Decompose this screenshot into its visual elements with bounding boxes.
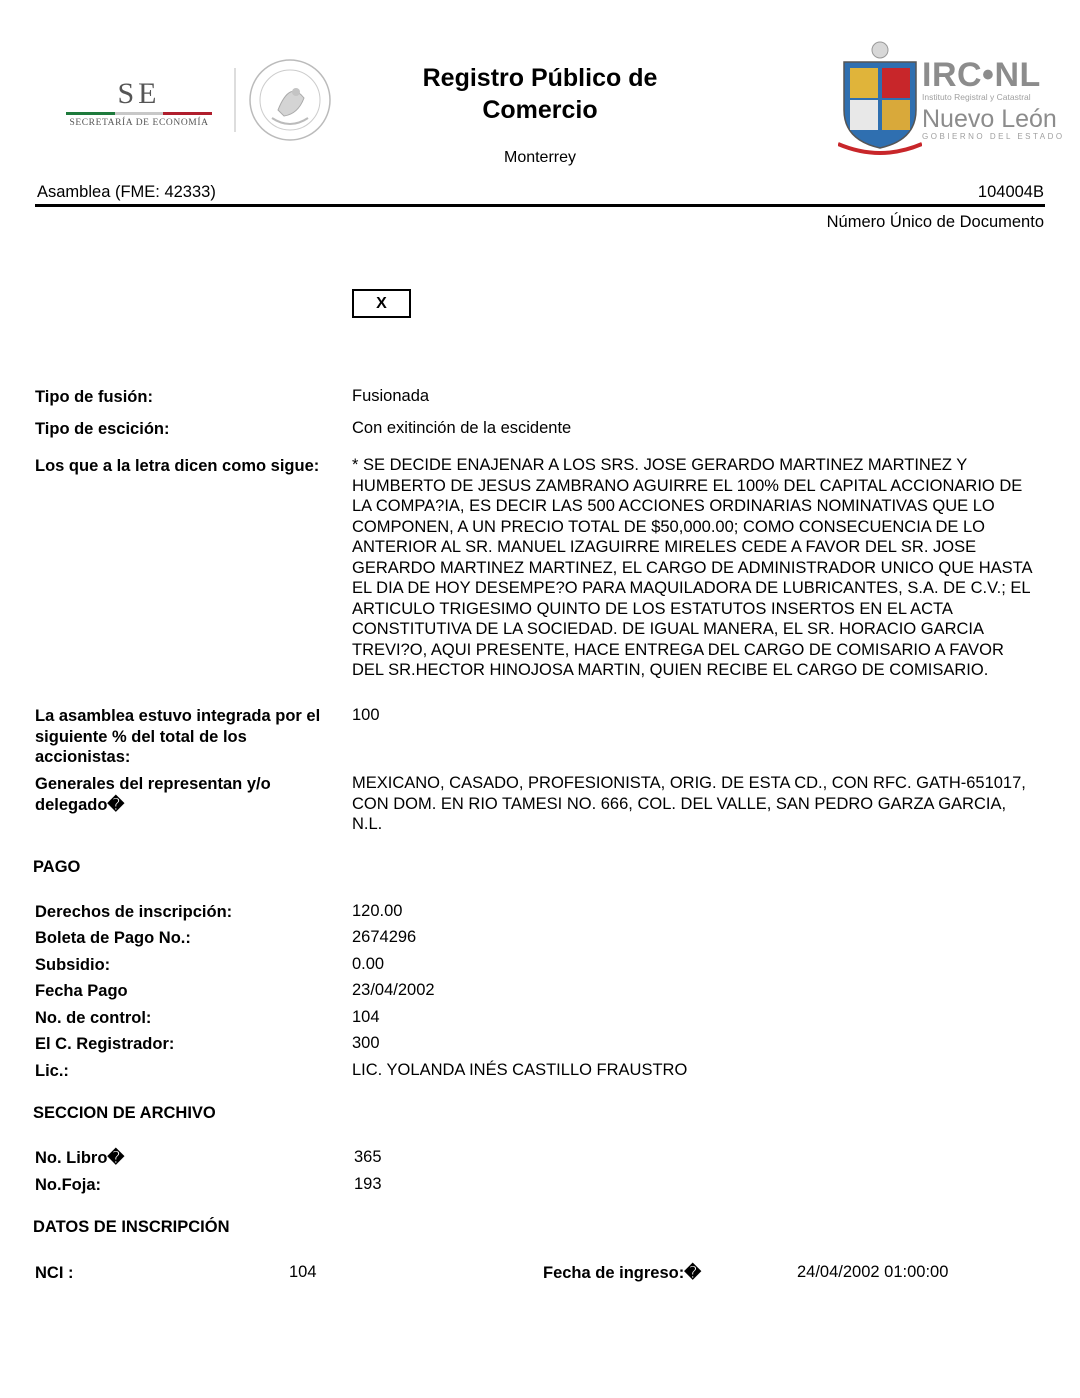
nuevo-leon-coat-of-arms-icon (838, 40, 922, 156)
pago-value: 120.00 (352, 902, 403, 920)
nuevo-leon-subtitle: GOBIERNO DEL ESTADO (922, 132, 1065, 141)
pago-label: Derechos de inscripción: (35, 903, 233, 921)
checkbox-mark: X (352, 289, 411, 318)
pago-value: LIC. YOLANDA INÉS CASTILLO FRAUSTRO (352, 1061, 688, 1079)
field-value-tipo-escicion: Con exitinción de la escidente (352, 419, 572, 437)
secretaria-economia-logo (66, 78, 212, 134)
field-label-asamblea-porcentaje: La asamblea estuvo integrada por el siguiente % del total de los accionistas: (35, 707, 321, 766)
se-logo-text: SE (117, 77, 161, 110)
field-value-generales: MEXICANO, CASADO, PROFESIONISTA, ORIG. DE ESTA CD., CON RFC. GATH-651017, CON DOM. EN RIO TAMESI NO. 666, COL. DEL VALLE, SAN PEDRO GARZA GARCIA, N.L. (352, 774, 1026, 833)
pago-value: 104 (352, 1008, 380, 1026)
pago-value: 300 (352, 1034, 380, 1052)
nuevo-leon-title: Nuevo León (922, 105, 1057, 133)
irc-nl-title: IRC•NL (922, 56, 1041, 94)
archivo-label: No.Foja: (35, 1176, 101, 1194)
field-value-asamblea-porcentaje: 100 (352, 706, 380, 724)
pago-label: Boleta de Pago No.: (35, 929, 191, 947)
field-label-texto: Los que a la letra dicen como sigue: (35, 457, 320, 475)
archivo-value: 193 (354, 1175, 382, 1193)
se-logo-subtitle: SECRETARÍA DE ECONOMÍA (69, 118, 209, 128)
pago-value: 0.00 (352, 955, 385, 973)
fecha-ingreso-label: Fecha de ingreso:� (543, 1264, 702, 1282)
nci-value: 104 (289, 1263, 317, 1281)
pago-value: 2674296 (352, 928, 417, 946)
pago-label: Fecha Pago (35, 982, 128, 1000)
pago-value: 23/04/2002 (352, 981, 435, 999)
archivo-label: No. Libro� (35, 1149, 125, 1167)
field-value-tipo-fusion: Fusionada (352, 387, 430, 405)
title-line-2: Comercio (482, 96, 598, 124)
field-label-tipo-fusion: Tipo de fusión: (35, 388, 153, 406)
irc-nl-subtitle: Instituto Registral y Catastral (922, 92, 1031, 102)
field-label-tipo-escicion: Tipo de escición: (35, 420, 170, 438)
document-number-label: Número Único de Documento (826, 213, 1044, 231)
document-number: 104004B (977, 183, 1044, 201)
title-line-1: Registro Público de (422, 64, 658, 92)
document-title (380, 62, 700, 126)
pago-label: No. de control: (35, 1009, 152, 1027)
logo-divider (234, 68, 236, 132)
section-heading-pago: PAGO (33, 858, 81, 876)
nci-label: NCI : (35, 1264, 74, 1282)
pago-label: Subsidio: (35, 956, 111, 974)
archivo-value: 365 (354, 1148, 382, 1166)
city-label: Monterrey (503, 149, 577, 166)
field-label-generales: Generales del representan y/o delegado� (35, 775, 271, 814)
pago-label: El C. Registrador: (35, 1035, 175, 1053)
section-heading-archivo: SECCION DE ARCHIVO (33, 1104, 216, 1122)
se-color-bars (66, 112, 212, 115)
fecha-ingreso-value: 24/04/2002 01:00:00 (797, 1263, 949, 1281)
section-heading-inscripcion: DATOS DE INSCRIPCIÓN (33, 1218, 230, 1236)
mexican-coat-of-arms-seal-icon (248, 58, 332, 142)
asamblea-label: Asamblea (FME: 42333) (37, 183, 216, 201)
field-value-texto: * SE DECIDE ENAJENAR A LOS SRS. JOSE GERARDO MARTINEZ MARTINEZ Y HUMBERTO DE JESUS ZAMBRANO AGUIRRE EL 100% DEL CAPITAL ACCIONARIO DE LA COMPA?IA, ES DECIR LAS 500 ACCIONES ORDINARIAS NOMINATIVAS QUE LO COMPONEN, A UN PRECIO TOTAL DE $50,000.00; COMO CONSECUENCIA DE LO ANTERIOR AL SR. MANUEL IZAGUIRRE MIRELES CEDE A FAVOR DEL SR. JOSE GERARDO MARTINEZ MARTINEZ, EL CARGO DE ADMINISTRADOR UNICO QUE HASTA EL DIA DE HOY DESEMPE?O PARA MAQUILADORA DE LUBRICANTES, S.A. DE C.V.; EL ARTICULO TRIGESIMO QUINTO DE LOS ESTATUTOS INSERTOS EN EL ACTA CONSTITUTIVA DE LA SOCIEDAD. DE IGUAL MANERA, EL SR. HORACIO GARCIA TREVI?O, AQUI PRESENTE, HACE ENTREGA DEL CARGO DE COMISARIO A FAVOR DEL SR.HECTOR HINOJOSA MARTIN, QUIEN RECIBE EL CARGO DE COMISARIO. (352, 456, 1032, 679)
pago-label: Lic.: (35, 1062, 69, 1080)
header-rule (35, 204, 1045, 207)
